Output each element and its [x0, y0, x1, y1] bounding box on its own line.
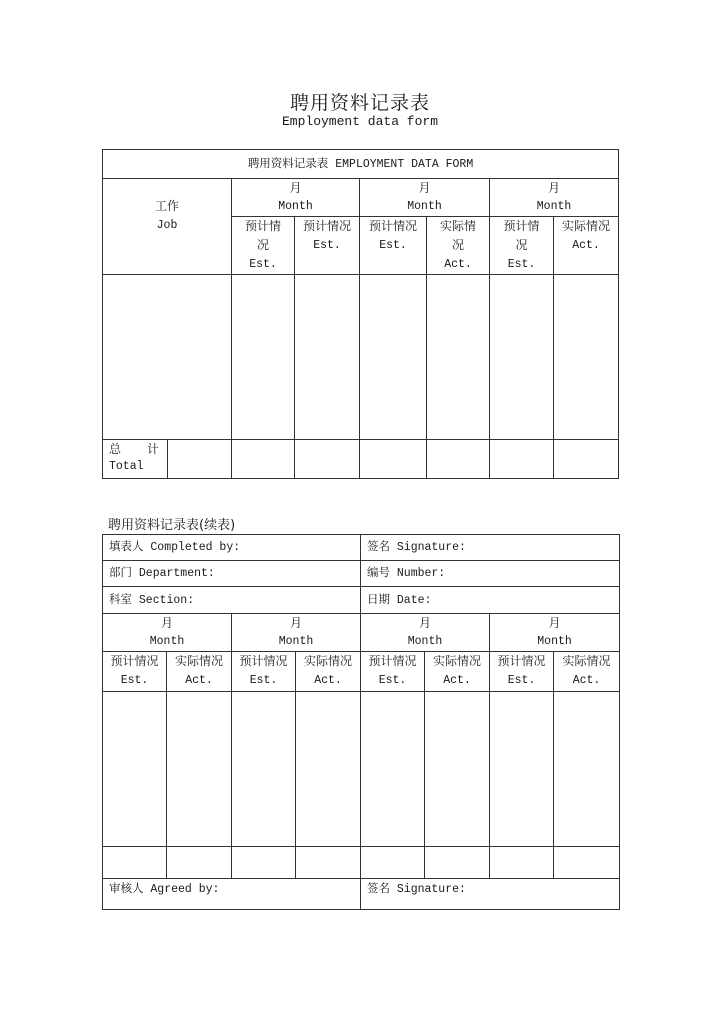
date-field[interactable]: 日期 Date: — [361, 587, 620, 614]
entry-cell[interactable] — [554, 847, 620, 879]
month-header-1: 月 Month — [103, 614, 232, 652]
month-header-2: 月 Month — [360, 179, 490, 217]
subheader-act: 实际情况 Act. — [296, 652, 361, 692]
subheader-act: 实际情况 Act. — [554, 652, 620, 692]
job-header-cn: 工作 — [154, 199, 179, 213]
subheader-est: 预计情况 Est. — [232, 652, 296, 692]
department-field[interactable]: 部门 Department: — [103, 561, 361, 587]
agreed-by-field[interactable]: 审核人 Agreed by: — [103, 879, 361, 910]
entry-cell[interactable] — [490, 847, 554, 879]
total-row — [103, 440, 619, 479]
entry-cell[interactable] — [554, 692, 620, 847]
subheader-est: 预计情况 Est. — [361, 652, 425, 692]
entry-cell[interactable] — [361, 692, 425, 847]
subheader-est: 预计情 况 Est. — [490, 217, 554, 275]
subheader-est: 预计情 况 Est. — [232, 217, 295, 275]
employment-data-table-continued — [102, 534, 620, 910]
month-header-3: 月 Month — [361, 614, 490, 652]
month-header-2: 月 Month — [232, 614, 361, 652]
total-cell[interactable] — [490, 440, 554, 479]
number-field[interactable]: 编号 Number: — [361, 561, 620, 587]
total-cell[interactable] — [554, 440, 619, 479]
table-title: 聘用资料记录表 EMPLOYMENT DATA FORM — [103, 150, 619, 179]
total-cell[interactable] — [360, 440, 427, 479]
entry-cell[interactable] — [167, 692, 232, 847]
entry-cell[interactable] — [425, 692, 490, 847]
table-row — [103, 847, 620, 879]
entry-cell[interactable] — [360, 275, 427, 440]
entry-cell[interactable] — [361, 847, 425, 879]
total-label: 总 计 Total — [103, 440, 168, 479]
subheader-est: 预计情况 Est. — [490, 652, 554, 692]
subheader-est: 预计情况 Est. — [103, 652, 167, 692]
job-header — [103, 179, 232, 275]
total-cell[interactable] — [168, 440, 232, 479]
entry-cell[interactable] — [232, 847, 296, 879]
subheader-act: 实际情 况 Act. — [427, 217, 490, 275]
table-row — [103, 692, 620, 847]
page-subtitle: Employment data form — [281, 114, 439, 129]
entry-cell[interactable] — [427, 275, 490, 440]
entry-cell[interactable] — [232, 692, 296, 847]
total-cell[interactable] — [295, 440, 360, 479]
month-header-1: 月 Month — [232, 179, 360, 217]
subheader-act: 实际情况 Act. — [425, 652, 490, 692]
total-cell[interactable] — [427, 440, 490, 479]
entry-cell[interactable] — [554, 275, 619, 440]
month-header-3: 月 Month — [490, 179, 619, 217]
continuation-title: 聘用资料记录表(续表) — [108, 518, 236, 533]
entry-cell[interactable] — [295, 275, 360, 440]
table-row — [103, 275, 619, 440]
entry-cell[interactable] — [490, 275, 554, 440]
signature-field-2[interactable]: 签名 Signature: — [361, 879, 620, 910]
entry-cell[interactable] — [103, 692, 167, 847]
entry-cell[interactable] — [296, 692, 361, 847]
subheader-est: 预计情况 Est. — [360, 217, 427, 275]
job-entry-cell[interactable] — [103, 275, 232, 440]
job-header-en: Job — [156, 219, 178, 232]
total-cell[interactable] — [232, 440, 295, 479]
entry-cell[interactable] — [232, 275, 295, 440]
signature-field[interactable]: 签名 Signature: — [361, 535, 620, 561]
entry-cell[interactable] — [490, 692, 554, 847]
subheader-act: 实际情况 Act. — [554, 217, 619, 275]
page-title: 聘用资料记录表 — [289, 92, 430, 114]
month-header-4: 月 Month — [490, 614, 620, 652]
employment-data-table — [102, 149, 619, 479]
section-field[interactable]: 科室 Section: — [103, 587, 361, 614]
entry-cell[interactable] — [167, 847, 232, 879]
subheader-act: 实际情况 Act. — [167, 652, 232, 692]
completed-by-field[interactable]: 填表人 Completed by: — [103, 535, 361, 561]
entry-cell[interactable] — [103, 847, 167, 879]
subheader-est: 预计情况 Est. — [295, 217, 360, 275]
entry-cell[interactable] — [425, 847, 490, 879]
entry-cell[interactable] — [296, 847, 361, 879]
